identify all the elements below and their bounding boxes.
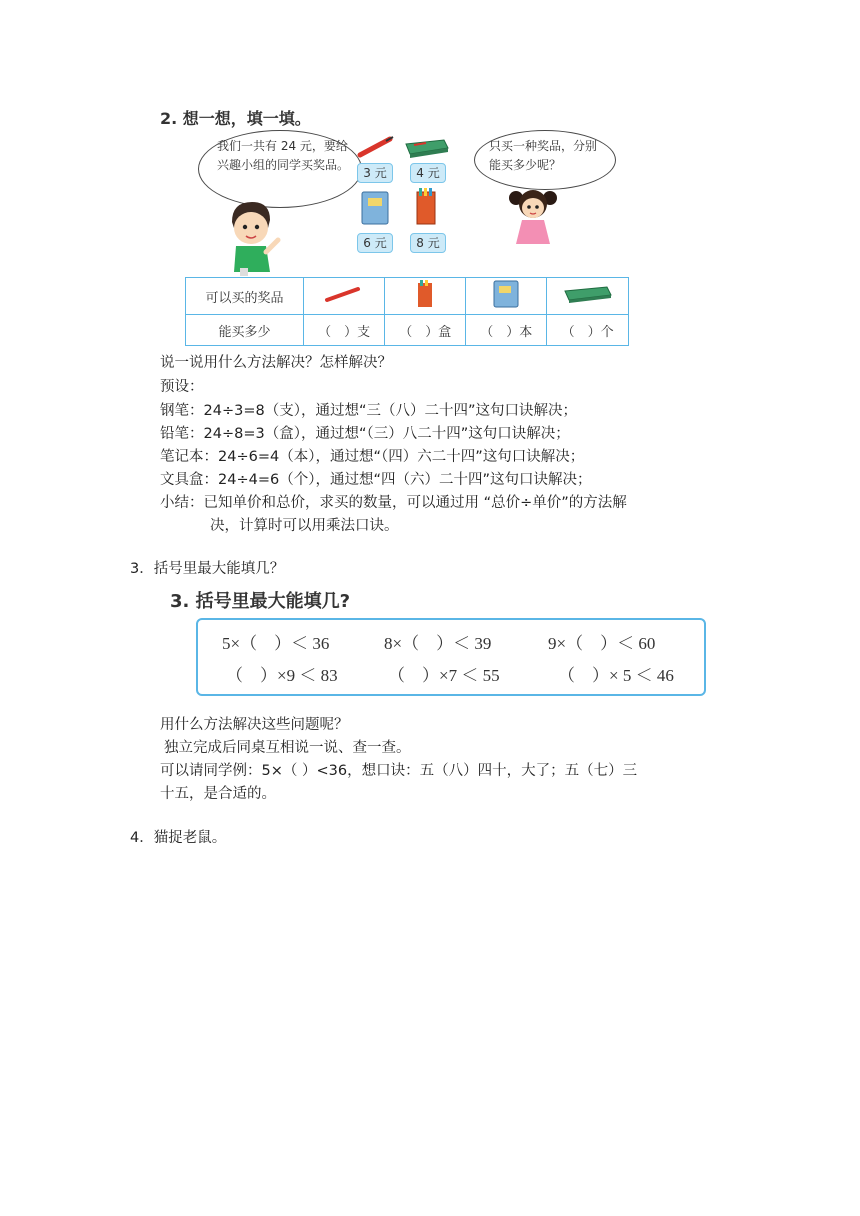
pencil-box-icon: [415, 186, 437, 226]
solution-line-notebook: 笔记本：24÷6=4（本），通过想“（四）六二十四”这句口诀解决；: [160, 449, 585, 465]
q4-heading: 4．猫捉老鼠。: [130, 830, 227, 846]
cell-pen: [304, 278, 385, 315]
left-bubble-text: 我们一共有 24 元，要给兴趣小组的同学买奖品。: [217, 139, 350, 172]
pencil-case-icon: [563, 284, 613, 304]
price-tag-pen: 3 元: [357, 163, 393, 183]
discussion-prompt: 说一说用什么方法解决？怎样解决？: [160, 355, 392, 371]
solution-line-pencil-case: 文具盒：24÷4=6（个），通过想“四（六）二十四”这句口诀解决；: [160, 472, 592, 488]
girl-illustration: [508, 186, 558, 248]
preset-label: 预设：: [160, 379, 204, 395]
q3-image-title: 3. 括号里最大能填几?: [170, 591, 351, 612]
price-tag-pencil-box: 8 元: [410, 233, 446, 253]
answer-cell-pencil-case: （ ）个: [547, 315, 629, 346]
q3-method-question: 用什么方法解决这些问题呢？: [160, 717, 349, 733]
cell-notebook: [466, 278, 547, 315]
pen-icon: [356, 133, 396, 159]
inequality-3: 9×（ ）＜ 60: [548, 634, 656, 653]
price-tag-pencil-case: 4 元: [410, 163, 446, 183]
q3-example-line-2: 十五，是合适的。: [160, 786, 276, 802]
row-header-quantity: 能买多少: [186, 315, 304, 346]
price-tag-notebook: 6 元: [357, 233, 393, 253]
right-bubble-text: 只买一种奖品，分别能买多少呢？: [489, 139, 598, 172]
boy-illustration: [218, 200, 288, 276]
row-header-goods: 可以买的奖品: [186, 278, 304, 315]
inequality-1: 5×（ ）＜ 36: [222, 634, 330, 653]
table-row: [186, 315, 629, 346]
cell-pencil-case: [547, 278, 629, 315]
goods-table: [185, 277, 629, 346]
q3-example-line-1: 可以请同学例：5×（ ）<36，想口诀：五（八）四十，大了；五（七）三: [160, 763, 638, 779]
inequality-2: 8×（ ）＜ 39: [384, 634, 492, 653]
notebook-icon: [360, 190, 390, 226]
summary-line-1: 小结：已知单价和总价，求买的数量，可以通过用 “总价÷单价”的方法解: [160, 495, 627, 511]
pen-icon: [324, 285, 364, 303]
notebook-icon: [492, 279, 520, 309]
table-row: [186, 278, 629, 315]
summary-line-2: 决，计算时可以用乘法口诀。: [210, 518, 399, 534]
solution-line-pencil: 铅笔：24÷8=3（盒），通过想“（三）八二十四”这句口诀解决；: [160, 426, 570, 442]
inequality-4: （ ）×9 ＜ 83: [226, 666, 338, 685]
q3-check-instruction: 独立完成后同桌互相说一说、查一查。: [164, 740, 411, 756]
pencil-case-icon: [404, 136, 450, 158]
answer-cell-pencil-box: （ ）盒: [385, 315, 466, 346]
answer-cell-notebook: （ ）本: [466, 315, 547, 346]
q2-title: 2. 想一想，填一填。: [160, 109, 311, 128]
right-speech-bubble: [474, 130, 616, 190]
inequality-5: （ ）×7 ＜ 55: [388, 666, 500, 685]
solution-line-pen: 钢笔：24÷3=8（支），通过想“三（八）二十四”这句口诀解决；: [160, 403, 577, 419]
inequality-6: （ ）× 5 ＜ 46: [558, 666, 674, 685]
left-speech-bubble: [198, 130, 362, 208]
cell-pencil-box: [385, 278, 466, 315]
answer-cell-pen: （ ）支: [304, 315, 385, 346]
q3-heading: 3．括号里最大能填几？: [130, 561, 285, 577]
pencil-box-icon: [416, 279, 434, 309]
